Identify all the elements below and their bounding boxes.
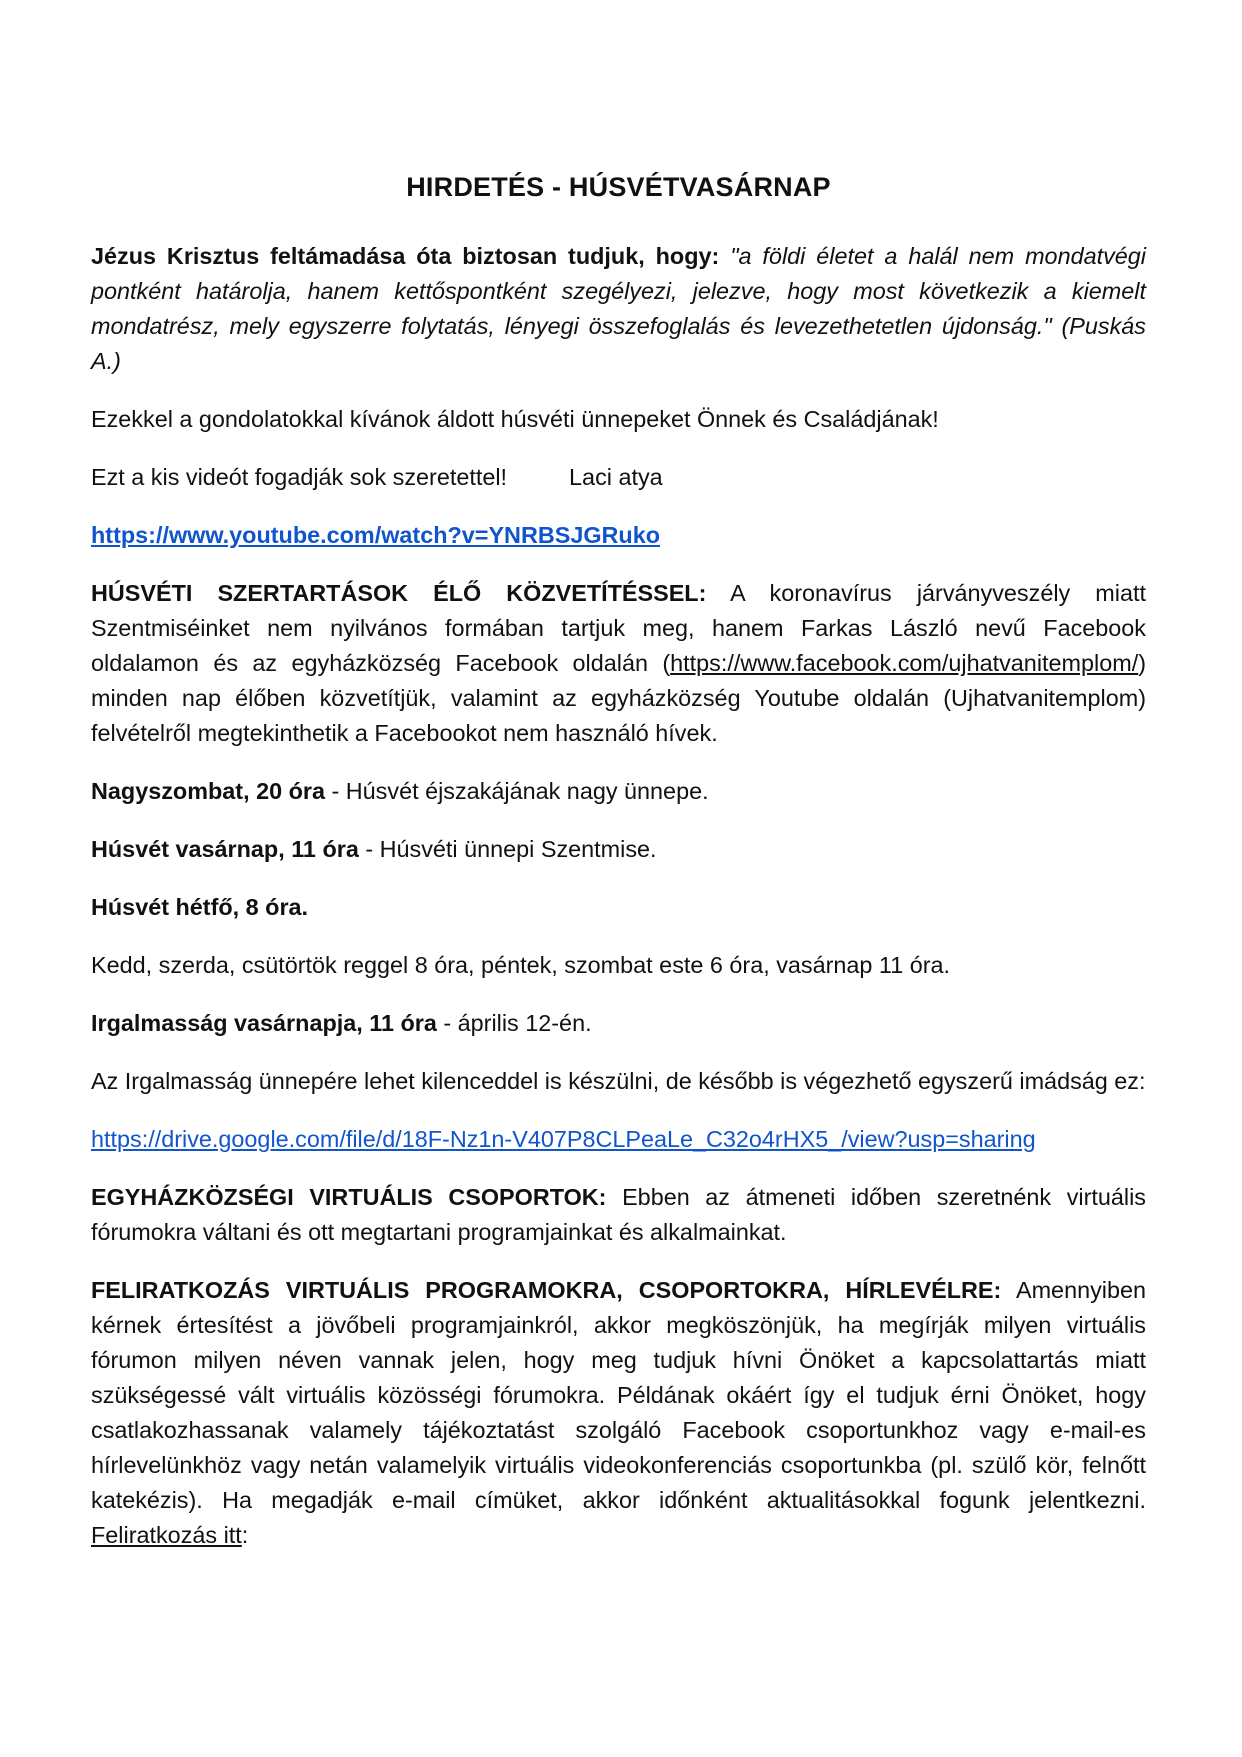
weekdays-paragraph: Kedd, szerda, csütörtök reggel 8 óra, péntek, szombat este 6 óra, vasárnap 11 óra. bbox=[91, 952, 951, 978]
signup-link[interactable]: Feliratkozás itt bbox=[91, 1522, 242, 1548]
intro-paragraph bbox=[91, 239, 1146, 379]
drive-link[interactable]: https://drive.google.com/file/d/18F-Nz1n-V407P8CLPeaLe_C32o4rHX5_/view?usp=sharing bbox=[91, 1126, 1036, 1152]
schedule-item bbox=[91, 774, 1146, 809]
drive-link-paragraph bbox=[91, 1122, 1146, 1157]
signup-heading: FELIRATKOZÁS VIRTUÁLIS PROGRAMOKRA, CSOPORTOKRA, HÍRLEVÉLRE: bbox=[91, 1277, 1002, 1303]
broadcast-heading: HÚSVÉTI SZERTARTÁSOK ÉLŐ KÖZVETÍTÉSSEL: bbox=[91, 580, 707, 606]
groups-paragraph bbox=[91, 1180, 1146, 1250]
intro-quote: "a földi életet a halál nem mondatvégi pontként határolja, hanem kettőspontként szegélyezi, jelezve, hogy most következik a kiemelt mondatrész, mely egyszerre folytatás, lényegi összefoglalás és levezethetetlen újdonság." (Puskás A.) bbox=[91, 243, 1146, 374]
broadcast-text-before: A koronavírus járványveszély miatt Szentmiséinket nem nyilvános formában tartjuk meg, hanem Farkas László nevű Facebook oldalamon és az egyházközség Facebook oldalán ( bbox=[91, 580, 1146, 676]
broadcast-text-after: ) minden nap élőben közvetítjük, valamint az egyházközség Youtube oldalán (Ujhatvanitemplom) felvételről megtekinthetik a Facebookot nem használó hívek. bbox=[91, 650, 1146, 746]
signup-text: Amennyiben kérnek értesítést a jövőbeli programjainkról, akkor megköszönjük, ha megírják milyen virtuális fórumon milyen néven vannak jelen, hogy meg tudjuk hívni Önöket a kapcsolattartás miatt szükségessé vált virtuális közösségi fórumokra. Példának okáért így el tudjuk érni Önöket, hogy csatlakozhassanak valamely tájékoztatást szolgáló Facebook csoportunkhoz vagy e-mail-es hírlevelünkhöz vagy netán valamelyik virtuális videokonferenciás csoportunkba (pl. szülő kör, felnőtt katekézis). Ha megadják e-mail címüket, akkor időnként aktualitásokkal fogunk jelentkezni. bbox=[91, 1277, 1146, 1513]
youtube-link[interactable]: https://www.youtube.com/watch?v=YNRBSJGRuko bbox=[91, 522, 661, 548]
mercy-sunday-date: - április 12-én. bbox=[436, 1010, 592, 1036]
signup-paragraph bbox=[91, 1273, 1146, 1553]
schedule-time: Húsvét hétfő, 8 óra. bbox=[91, 894, 309, 920]
schedule-time: Húsvét vasárnap, 11 óra bbox=[91, 836, 359, 862]
video-text: Ezt a kis videót fogadják sok szeretettel! bbox=[91, 464, 508, 490]
youtube-link-paragraph bbox=[91, 518, 1146, 553]
mercy-sunday-time: Irgalmasság vasárnapja, 11 óra bbox=[91, 1010, 437, 1036]
schedule-item bbox=[91, 890, 1146, 925]
intro-lead: Jézus Krisztus feltámadása óta biztosan tudjuk, hogy: bbox=[91, 243, 720, 269]
schedule-item bbox=[91, 832, 1146, 867]
video-paragraph bbox=[91, 460, 1146, 495]
schedule-desc: - Húsvéti ünnepi Szentmise. bbox=[358, 836, 657, 862]
schedule-time: Nagyszombat, 20 óra bbox=[91, 778, 325, 804]
groups-text: Ebben az átmeneti időben szeretnénk virtuális fórumokra váltani és ott megtartani programjainkat és alkalmainkat. bbox=[91, 1184, 1146, 1245]
facebook-link[interactable]: https://www.facebook.com/ujhatvanitemplom/ bbox=[670, 650, 1139, 676]
wishes-paragraph: Ezekkel a gondolatokkal kívánok áldott húsvéti ünnepeket Önnek és Családjának! bbox=[91, 406, 939, 432]
signature: Laci atya bbox=[569, 464, 663, 490]
page-title: HIRDETÉS - HÚSVÉTVASÁRNAP bbox=[406, 172, 831, 202]
mercy-prep-paragraph: Az Irgalmasság ünnepére lehet kilenceddel is készülni, de később is végezhető egyszerű imádság ez: bbox=[91, 1068, 1146, 1094]
broadcast-paragraph bbox=[91, 576, 1146, 751]
signup-colon: : bbox=[241, 1522, 249, 1548]
groups-heading: EGYHÁZKÖZSÉGI VIRTUÁLIS CSOPORTOK: bbox=[91, 1184, 607, 1210]
schedule-desc: - Húsvét éjszakájának nagy ünnepe. bbox=[325, 778, 709, 804]
document-content bbox=[91, 172, 1146, 1576]
mercy-sunday-paragraph bbox=[91, 1006, 1146, 1041]
